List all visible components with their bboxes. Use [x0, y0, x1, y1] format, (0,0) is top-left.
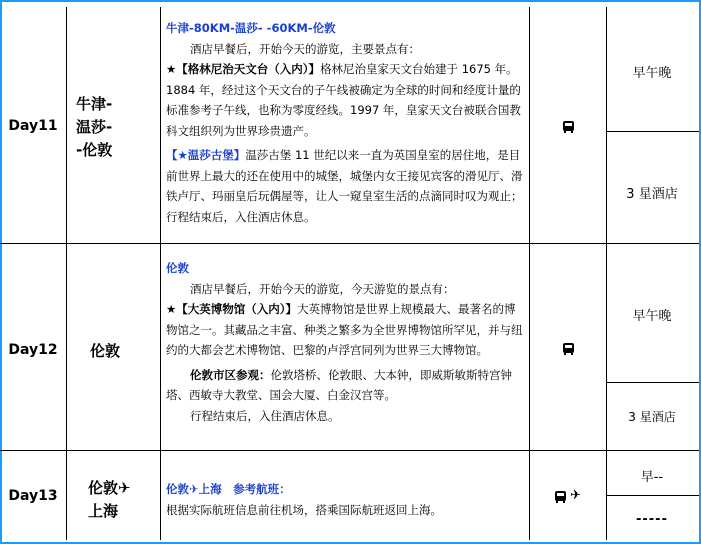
- sight-paragraph: [166, 299, 526, 361]
- bus-icon: [563, 343, 574, 353]
- meal-divider: [606, 382, 699, 383]
- meal-text: 早午晚: [632, 309, 672, 324]
- intro-text: 酒店早餐后，开始今天的游览，今天游览的景点有：: [190, 281, 455, 296]
- sight-text: 格林尼治皇家天文台始建于 1675 年。1884 年，经过这个天文台的子午线被确定为全球的时间和经度计量的标准参考子午线，也称为零度经线。1997 年，皇家天文台被联合国教科文组织列为世界珍贵遗产。: [166, 62, 521, 138]
- row-divider: [0, 243, 699, 244]
- meal-text: 早午晚: [632, 66, 672, 81]
- route-title: 牛津-80KM-温莎- -60KM-伦敦: [166, 21, 336, 35]
- column-divider: [160, 7, 161, 540]
- city-name: 上海: [88, 502, 119, 520]
- sight-paragraph: [166, 59, 526, 141]
- day-label: Day11: [8, 118, 58, 134]
- sight-paragraph: [166, 365, 526, 406]
- row-divider: [0, 450, 699, 451]
- intro-text: 酒店早餐后，开始今天的游览，主要景点有：: [190, 41, 420, 56]
- sight-title: 伦敦市区参观：: [190, 367, 271, 382]
- day-content: [166, 258, 526, 426]
- hotel-text: -----: [636, 512, 668, 527]
- route-title: 伦敦✈上海 参考航班：: [166, 482, 291, 496]
- departure-text: 根据实际航班信息前往机场，搭乘国际航班返回上海。: [166, 502, 442, 517]
- city-name: 牛津-: [76, 95, 113, 113]
- transport-cell: [530, 488, 606, 503]
- city-name: -伦敦: [76, 141, 113, 159]
- bus-icon: [563, 121, 574, 131]
- day-content: [166, 479, 526, 520]
- city-route: [66, 93, 170, 162]
- city-name: 伦敦: [90, 342, 121, 360]
- column-divider: [529, 7, 530, 540]
- column-divider: [606, 7, 607, 540]
- column-divider: [66, 7, 67, 540]
- transport-cell: [530, 340, 606, 355]
- meal-divider: [606, 495, 699, 496]
- transport-cell: [530, 118, 606, 133]
- sight-text: 温莎古堡 11 世纪以来一直为英国皇室的居住地，是目前世界上最大的还在使用中的城堡，城堡内女王接见宾客的滑见厅、滑铁卢厅、玛丽皇后玩偶屋等，让人一窥皇室生活的点滴同时叹为观止；行程结束后，入住酒店休息。: [166, 148, 523, 224]
- day-label: Day13: [8, 488, 58, 504]
- hotel-text: 3 星酒店: [626, 187, 678, 202]
- sight-title: ★【大英博物馆（入内）】: [166, 302, 298, 316]
- city-route: [66, 477, 182, 523]
- city-name: 伦敦✈: [88, 479, 131, 497]
- end-text: 行程结束后，入住酒店休息。: [190, 408, 340, 423]
- day-label: Day12: [8, 342, 58, 358]
- sight-title: 【★温莎古堡】: [166, 148, 246, 162]
- sight-paragraph: [166, 145, 526, 227]
- hotel-text: 3 星酒店: [628, 410, 676, 424]
- sight-text: 伦敦塔桥、伦敦眼、大本钟，即威斯敏斯特宫钟塔、西敏寺大教堂、国会大厦、白金汉宫等。: [166, 367, 512, 402]
- sight-text: 大英博物馆是世界上规模最大、最著名的博物馆之一。其藏品之丰富、种类之繁多为全世界博物馆所罕见，并与纽约的大都会艺术博物馆、巴黎的卢浮宫同列为世界三大博物馆。: [166, 302, 523, 357]
- sight-title: ★【格林尼治天文台（入内）】: [166, 62, 321, 76]
- day-content: [166, 18, 526, 227]
- bus-icon: [555, 491, 566, 501]
- city-name: 温莎-: [76, 118, 113, 136]
- route-title: 伦敦: [166, 261, 189, 275]
- meal-divider: [606, 131, 699, 132]
- meal-text: 早--: [640, 470, 664, 485]
- plane-icon: ✈: [570, 488, 582, 503]
